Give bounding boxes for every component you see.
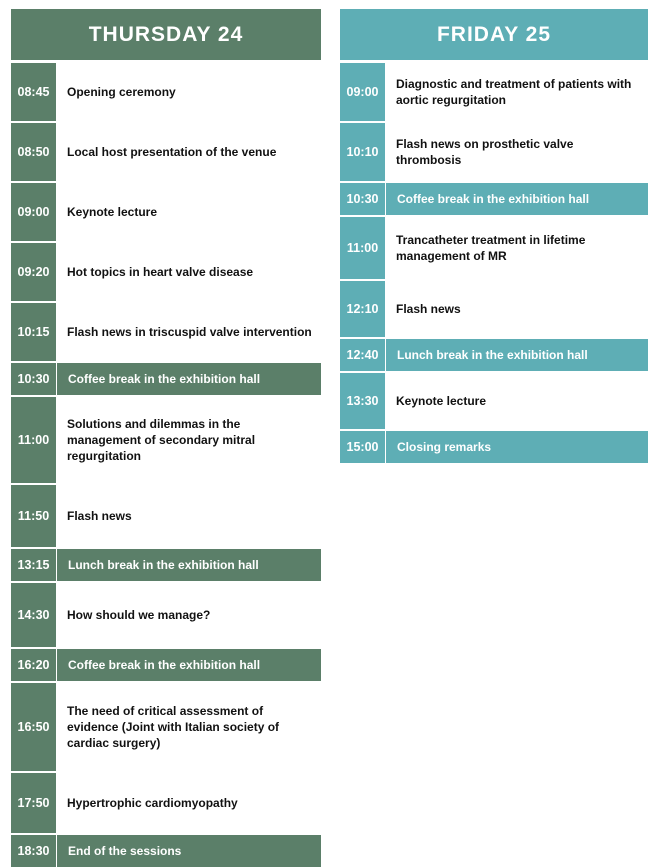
session-row: [11, 485, 321, 547]
session-time: 09:00: [340, 63, 385, 121]
session-title: Keynote lecture: [67, 205, 158, 219]
break-row: [11, 835, 321, 867]
session-time: 08:50: [11, 123, 56, 181]
session-title: Flash news on prosthetic valve thrombosis: [396, 137, 574, 167]
session-row: [11, 397, 321, 483]
session-row: [340, 281, 648, 337]
session-time: 11:00: [11, 397, 56, 483]
session-row: [11, 123, 321, 181]
break-row: [11, 363, 321, 395]
break-title: End of the sessions: [57, 835, 321, 867]
session-time: 12:10: [340, 281, 385, 337]
session-title: Flash news: [396, 302, 461, 316]
session-row: [11, 583, 321, 647]
session-time: 09:20: [11, 243, 56, 301]
session-time: 15:00: [340, 431, 385, 463]
session-row: [11, 243, 321, 301]
break-row: [340, 183, 648, 215]
break-title: Coffee break in the exhibition hall: [57, 363, 321, 395]
session-time: 08:45: [11, 63, 56, 121]
session-time: 16:50: [11, 683, 56, 771]
friday-header: FRIDAY 25: [340, 9, 648, 60]
thursday-column: [11, 9, 321, 867]
session-title: Hypertrophic cardiomyopathy: [67, 796, 238, 810]
session-time: 10:30: [11, 363, 56, 395]
thursday-header: THURSDAY 24: [11, 9, 321, 60]
session-title: Hot topics in heart valve disease: [67, 265, 254, 279]
session-time: 17:50: [11, 773, 56, 833]
break-row: [340, 431, 648, 463]
session-title: Keynote lecture: [396, 394, 487, 408]
session-time: 16:20: [11, 649, 56, 681]
session-time: 11:50: [11, 485, 56, 547]
session-title: Solutions and dilemmas in the management of secondary mitral regurgitation: [67, 417, 256, 463]
break-title: Closing remarks: [386, 431, 648, 463]
session-title: Trancatheter treatment in lifetime management of MR: [396, 233, 586, 263]
session-title: How should we manage?: [67, 608, 211, 622]
session-title: Flash news in triscuspid valve intervention: [67, 325, 312, 339]
session-time: 18:30: [11, 835, 56, 867]
session-time: 12:40: [340, 339, 385, 371]
break-title: Coffee break in the exhibition hall: [57, 649, 321, 681]
session-time: 10:10: [340, 123, 385, 181]
session-time: 09:00: [11, 183, 56, 241]
session-title: Local host presentation of the venue: [67, 145, 277, 159]
session-row: [11, 773, 321, 833]
session-row: [11, 303, 321, 361]
session-row: [340, 217, 648, 279]
session-time: 10:15: [11, 303, 56, 361]
break-title: Coffee break in the exhibition hall: [386, 183, 648, 215]
session-row: [340, 123, 648, 181]
session-time: 13:15: [11, 549, 56, 581]
session-time: 11:00: [340, 217, 385, 279]
session-row: [11, 683, 321, 771]
session-time: 14:30: [11, 583, 56, 647]
session-title: The need of critical assessment of evidence (Joint with Italian society of cardiac surgery): [67, 704, 280, 750]
session-time: 10:30: [340, 183, 385, 215]
break-row: [11, 549, 321, 581]
session-row: [340, 63, 648, 121]
session-title: Opening ceremony: [67, 85, 176, 99]
session-title: Flash news: [67, 509, 132, 523]
session-row: [340, 373, 648, 429]
break-row: [340, 339, 648, 371]
session-row: [11, 63, 321, 121]
session-row: [11, 183, 321, 241]
session-time: 13:30: [340, 373, 385, 429]
break-title: Lunch break in the exhibition hall: [57, 549, 321, 581]
break-title: Lunch break in the exhibition hall: [386, 339, 648, 371]
friday-schedule: [340, 63, 648, 463]
session-title: Diagnostic and treatment of patients with aortic regurgitation: [396, 77, 632, 107]
break-row: [11, 649, 321, 681]
thursday-schedule: [11, 63, 321, 867]
friday-column: [340, 9, 648, 463]
